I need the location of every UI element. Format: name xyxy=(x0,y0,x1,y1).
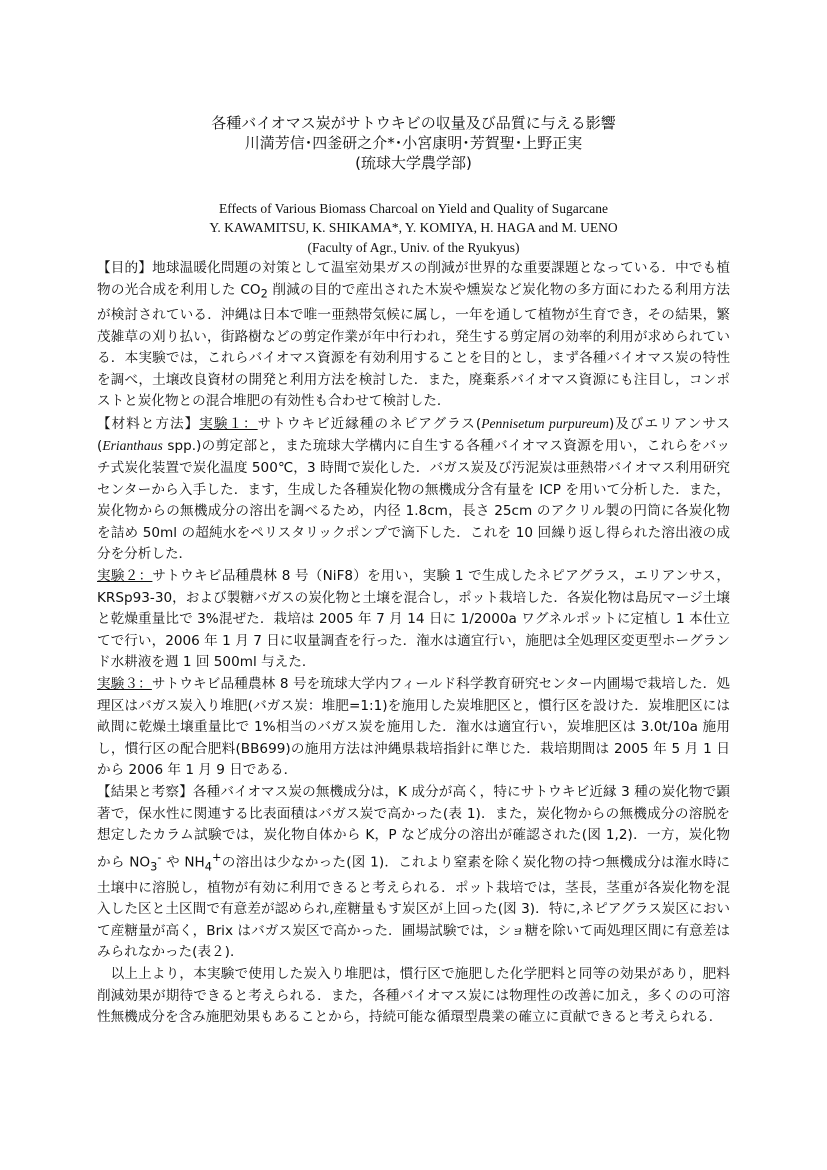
english-title: Effects of Various Biomass Charcoal on Yield and Quality of Sugarcane xyxy=(219,201,608,216)
results-paragraph xyxy=(97,782,730,964)
abstract-body xyxy=(97,258,730,1029)
methods-exp2-paragraph xyxy=(97,566,730,674)
species-erianthaus: Erianthaus xyxy=(102,438,163,454)
experiment-1-label: 実験１： xyxy=(199,415,258,432)
purpose-text-2: 削減の目的で産出された木炭や燻炭など炭化物の多方面にわたる利用方法が検討されている．沖縄は日本で唯一亜熱帯気候に属し，一年を通して植物が生育でき，その結果，繁茂雑草の刈り払い，街路樹などの剪定作業が年中行われ，発生する剪定屑の効率的利用が求められている．本実験では，これらバイオマス資源を有効利用することを目的とし，まず各種バイオマス炭の特性を調べ，土壌改良資材の開発と利用方法を検討した．また，廃棄系バイオマス資源にも注目し，コンポストと炭化物との混合堆肥の有効性も合わせて検討した． xyxy=(97,281,730,410)
exp1-text-3: spp.)の剪定部と，また琉球大学構内に自生する各種バイオマス資源を用い，これらをバッチ式炭化装置で炭化温度 500℃，3 時間で炭化した．バガス炭及び汚泥炭は亜熱帯バイオマス利用研究センターから入手した．ます，生成した各種炭化物の無機成分含有量を ICP を用いて分析した．また，炭化物からの無機成分の溶出を調べるため，内径 1.8cm，長さ 25cm のアクリル製の円筒に各炭化物を詰め 50ml の超純水をペリスタリックポンプで滴下した．これを 10 回繰り返し得られた溶出液の成分を分析した． xyxy=(97,438,730,563)
results-text-2: や NH xyxy=(161,854,205,871)
english-affiliation: (Faculty of Agr., Univ. of the Ryukyus) xyxy=(307,240,520,255)
exp2-text: サトウキビ品種農林 8 号（NiF8）を用い，実験 1 で生成したネピアグラス，エリアンサス，KRSp93-30，および製糖バガスの炭化物と土壌を混合し，ポット栽培した．各炭化物は島尻マージ土壌と乾燥重量比で 3%混ぜた．栽培は 2005 年 7 月 14 日に 1/2000a ワグネルポットに定植し 1 本仕立てで行い，2006 年 1 月 7 日に収量調査を行った．潅水は適宜行い，施肥は全処理区変更型ホーグランド水耕液を週 1 回 500ml 与えた． xyxy=(97,568,731,671)
nh4-superscript: + xyxy=(212,849,222,864)
conclusion-paragraph: 以上上より，本実験で使用した炭入り堆肥は，慣行区で施肥した化学肥料と同等の効果があり，肥料削減効果が期待できると考えられる．また，各種バイオマス炭には物理性の改善に加え，多くのの可溶性無機成分を含み施肥効果もあることから，持続可能な循環型農業の確立に貢献できると考えられる． xyxy=(97,965,730,1026)
results-text-3: の溶出は少なかった(図 1)．これより窒素を除く炭化物の持つ無機成分は潅水時に土壌中に溶脱し，植物が有効に利用できると考えられる．ポット栽培では，茎長，茎重が各炭化物を混入した区と土区間で有意差が認められ,産糖量もす炭区が上回った(図 3)．特に,ネピアグラス炭区において産糖量が高く，Brix はバガス炭区で高かった．圃場試験では，ショ糖を除いて両処理区間に有意差はみられなかった(表２)． xyxy=(97,854,730,961)
japanese-authors: 川満芳信･四釜研之介*･小宮康明･芳賀聖･上野正実 xyxy=(244,134,583,152)
methods-exp1-paragraph xyxy=(97,413,730,566)
results-label: 【結果と考察】 xyxy=(97,783,193,800)
purpose-paragraph xyxy=(97,258,730,413)
co2-subscript: 2 xyxy=(260,286,268,301)
exp1-text-1: サトウキビ近縁種のネピアグラス( xyxy=(257,415,482,432)
results-text-1: 各種バイオマス炭の無機成分は，K 成分が高く，特にサトウキビ近縁 3 種の炭化物で顕著で，保水性に関連する比表面積はバガス炭で高かった(表 1)．また，炭化物からの無機成分の溶脱を想定したカラム試験では，炭化物自体から K，P など成分の溶出が確認された(図 1,2)．一方，炭化物から NO xyxy=(97,783,730,871)
experiment-3-label: 実験３： xyxy=(97,676,152,692)
english-authors: Y. KAWAMITSU, K. SHIKAMA*, Y. KOMIYA, H. HAGA and M. UENO xyxy=(209,220,618,235)
nh4-subscript: 4 xyxy=(204,859,212,873)
purpose-label: 【目的】 xyxy=(97,260,153,276)
no3-superscript: - xyxy=(157,849,162,864)
exp1-text-2: )及びエリアンサス( xyxy=(97,415,731,455)
japanese-affiliation: (琉球大学農学部) xyxy=(355,154,472,172)
no3-subscript: 3 xyxy=(150,859,158,873)
species-pennisetum: Pennisetum purpureum xyxy=(481,415,609,431)
japanese-title: 各種バイオマス炭がサトウキビの収量及び品質に与える影響 xyxy=(211,114,616,132)
methods-exp3-paragraph xyxy=(97,674,730,782)
methods-label: 【材料と方法】 xyxy=(97,415,200,432)
purpose-text-1: 地球温暖化問題の対策として温室効果ガスの削減が世界的な重要課題となっている．中でも植物の光合成を利用した CO xyxy=(97,260,731,298)
exp3-text: サトウキビ品種農林 8 号を琉球大学内フィールド科学教育研究センター内圃場で栽培した．処理区はバガス炭入り堆肥(バガス炭：堆肥=1:1)を施用した炭堆肥区と，慣行区を設けた．炭堆肥区には畝間に乾燥土壌重量比で 1%相当のバガス炭を施用した．潅水は適宜行い，炭堆肥区は 3.0t/10a 施用し，慣行区の配合肥料(BB699)の施用方法は沖縄県栽培指針に準じた．栽培期間は 2005 年 5 月 1 日から 2006 年 1 月 9 日である． xyxy=(97,676,730,779)
experiment-2-label: 実験２： xyxy=(97,568,153,585)
